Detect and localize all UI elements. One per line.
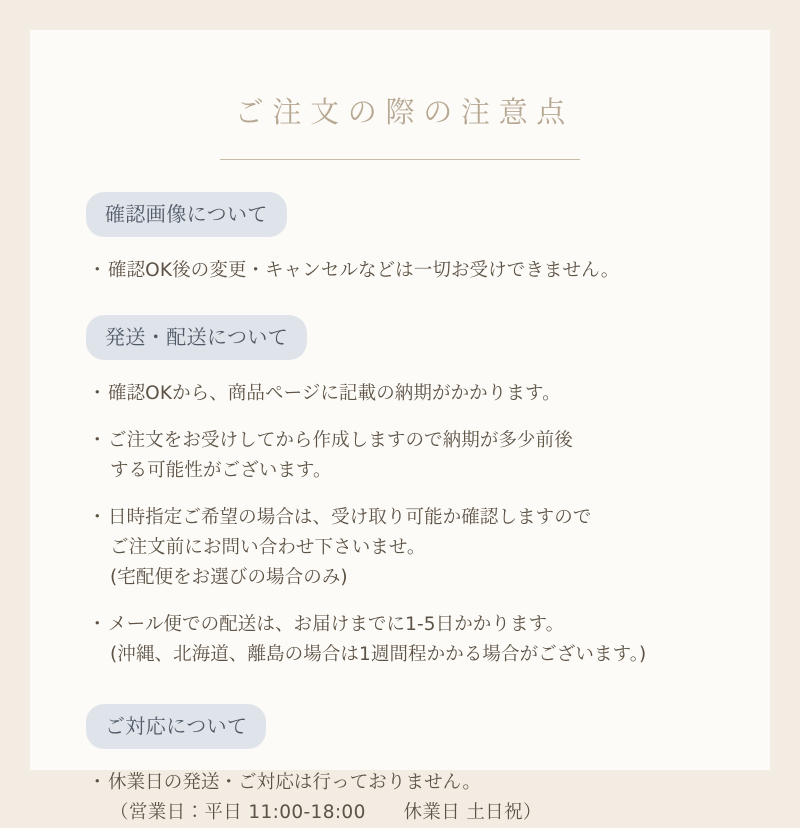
bullet-marker: ・ <box>88 382 107 404</box>
list-item-line: 日時指定ご希望の場合は、受け取り可能か確認しますので <box>108 506 592 528</box>
list-item <box>86 256 714 286</box>
list-item-line: ご注文をお受けしてから作成しますので納期が多少前後 <box>108 429 573 451</box>
section-list-support <box>86 768 714 828</box>
bullet-marker: ・ <box>88 260 107 281</box>
title-divider <box>220 159 580 160</box>
list-item <box>86 610 714 670</box>
section-list-confirmation-image <box>86 256 714 286</box>
section-heading-support: ご対応について <box>86 704 266 749</box>
section-heading-confirmation-image: 確認画像について <box>86 192 287 237</box>
list-item <box>86 379 714 409</box>
list-item <box>86 503 714 593</box>
list-item-line: （営業日：平日 11:00-18:00 休業日 土日祝） <box>110 801 542 823</box>
list-item <box>86 768 714 828</box>
section-heading-shipping: 発送・配送について <box>86 315 307 360</box>
bullet-marker: ・ <box>88 429 107 451</box>
list-item-line: する可能性がございます。 <box>110 459 332 481</box>
list-item-line: 休業日の発送・ご対応は行っておりません。 <box>108 771 481 793</box>
section-list-shipping <box>86 379 714 670</box>
page-title: ご注文の際の注意点 <box>234 95 574 129</box>
bullet-marker: ・ <box>88 613 107 635</box>
bullet-marker: ・ <box>88 506 107 528</box>
section-confirmation-image <box>86 192 714 286</box>
notice-card <box>30 30 770 823</box>
list-item <box>86 426 714 486</box>
bullet-marker: ・ <box>88 771 107 793</box>
list-item-line: 確認OK後の変更・キャンセルなどは一切お受けできません。 <box>108 260 620 281</box>
list-item-line: (宅配便をお選びの場合のみ) <box>110 566 348 588</box>
list-item-line: 確認OKから、商品ページに記載の納期がかかります。 <box>108 382 561 404</box>
section-shipping <box>86 315 714 670</box>
list-item-line: メール便での配送は、お届けまでに1-5日かかります。 <box>108 613 565 635</box>
section-support <box>86 704 714 828</box>
list-item-line: (沖縄、北海道、離島の場合は1週間程かかる場合がございます。) <box>110 643 647 665</box>
list-item-line: ご注文前にお問い合わせ下さいませ。 <box>110 536 426 558</box>
